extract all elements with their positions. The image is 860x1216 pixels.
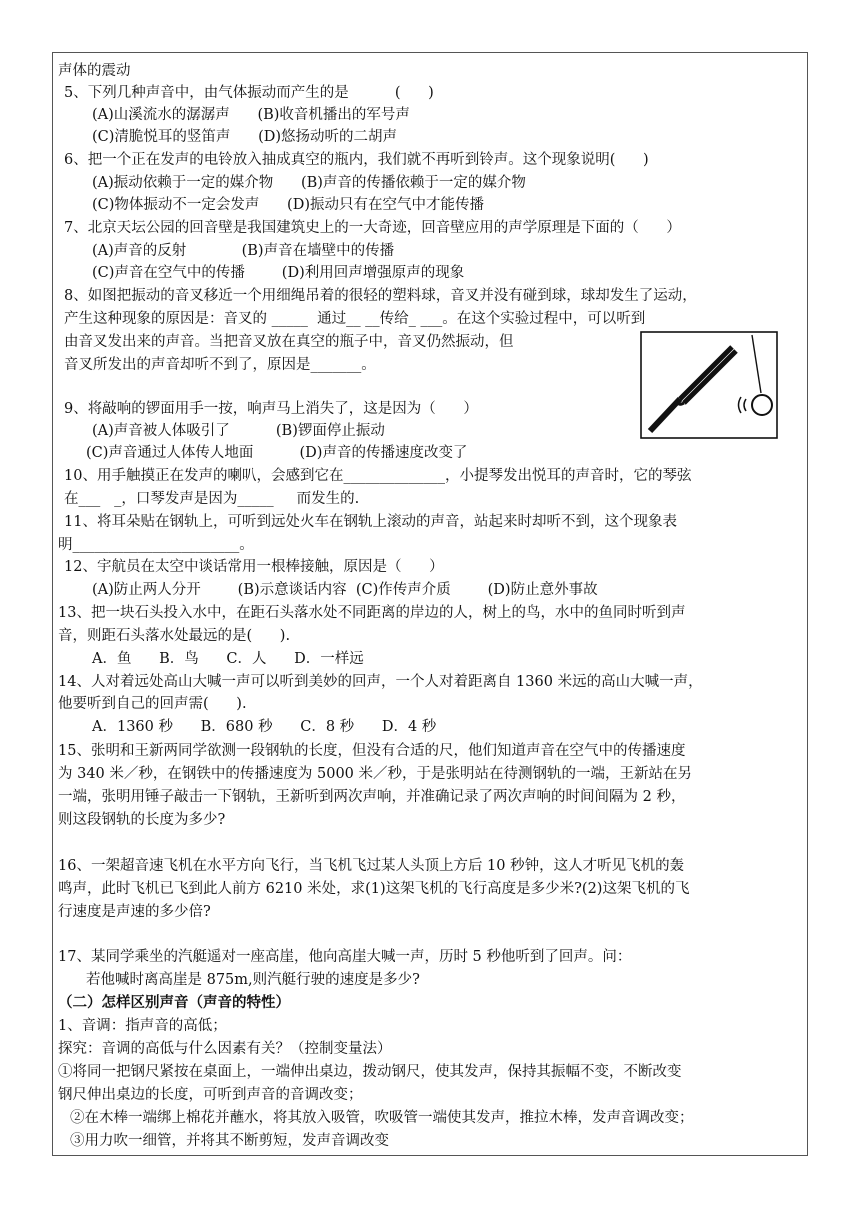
pitch-definition: 1、音调：指声音的高低； — [58, 1018, 227, 1034]
question-8: 8、如图把振动的音叉移近一个用细绳吊着的很轻的塑料球，音叉并没有碰到球，球却发生了运动， — [64, 288, 697, 304]
question-12: 12、宇航员在太空中谈话常用一根棒接触，原因是（ ） — [64, 559, 444, 575]
question-9: 9、将敲响的锣面用手一按，响声马上消失了，这是因为（ ） — [64, 401, 478, 417]
option-line: (A)声音的反射 (B)声音在墙壁中的传播 — [92, 243, 395, 259]
experiment-1: ①将同一把钢尺紧按在桌面上，一端伸出桌边，拨动钢尺，使其发声，保持其振幅不变，不断改变 — [58, 1064, 682, 1080]
question-8-line: 音叉所发出的声音却听不到了，原因是_______。 — [64, 357, 376, 373]
experiment-1-line: 钢尺伸出桌边的长度，可听到声音的音调改变； — [58, 1087, 363, 1103]
question-11-line: 明_______________________。 — [58, 537, 254, 553]
experiment-2: ②在木棒一端绑上棉花并蘸水，将其放入吸管，吹吸管一端使其发声，推拉木棒，发声音调改变； — [70, 1110, 694, 1126]
option-line: (C)声音在空气中的传播 (D)利用回声增强原声的现象 — [92, 265, 465, 281]
question-16-line: 鸣声，此时飞机已飞到此人前方 6210 米处，求(1)这架飞机的飞行高度是多少米?(2)这架飞机的飞 — [58, 881, 690, 897]
option-line: (A)防止两人分开 (B)示意谈话内容 (C)作传声介质 (D)防止意外事故 — [92, 582, 598, 598]
question-14-line: 他要听到自己的回声需( ). — [58, 696, 247, 712]
option-line: (A)声音被人体吸引了 (B)锣面停止振动 — [92, 423, 385, 439]
option-line: (C)声音通过人体传人地面 (D)声音的传播速度改变了 — [86, 445, 468, 461]
question-15-line: 一端，张明用锤子敲击一下钢轨，王新听到两次声响，并准确记录了两次声响的时间间隔为 2 秒， — [58, 789, 686, 805]
option-line: A．1360 秒 B．680 秒 C．8 秒 D．4 秒 — [92, 719, 437, 735]
question-15-line: 为 340 米／秒，在钢铁中的传播速度为 5000 米／秒，于是张明站在待测钢轨的一端，王新站在另 — [58, 766, 693, 782]
option-line: (A)振动依赖于一定的媒介物 (B)声音的传播依赖于一定的媒介物 — [92, 175, 526, 191]
option-line: A．鱼 B．鸟 C．人 D．一样远 — [92, 651, 364, 667]
question-16-line: 行速度是声速的多少倍? — [58, 904, 211, 920]
question-10: 10、用手触摸正在发声的喇叭，会感到它在______________，小提琴发出悦耳的声音时，它的琴弦 — [64, 468, 692, 484]
option-line: (C)清脆悦耳的竖笛声 (D)悠扬动听的二胡声 — [92, 129, 398, 145]
question-10-line: 在___ _，口琴发声是因为_____ 而发生的. — [64, 491, 360, 507]
option-line: (C)物体振动不一定会发声 (D)振动只有在空气中才能传播 — [92, 197, 485, 213]
option-line: (A)山溪流水的潺潺声 (B)收音机播出的军号声 — [92, 107, 410, 123]
question-15-line: 则这段钢轨的长度为多少? — [58, 812, 226, 828]
question-11: 11、将耳朵贴在钢轨上，可听到远处火车在钢轨上滚动的声音，站起来时却听不到，这个现象表 — [64, 514, 677, 530]
question-14: 14、人对着远处高山大喊一声可以听到美妙的回声，一个人对着距离自 1360 米远的高山大喊一声， — [58, 674, 703, 690]
question-15: 15、张明和王新两同学欲测一段钢轨的长度，但没有合适的尺，他们知道声音在空气中的传播速度 — [58, 743, 686, 759]
exploration-heading: 探究：音调的高低与什么因素有关？（控制变量法） — [58, 1041, 392, 1057]
experiment-3: ③用力吹一细管，并将其不断剪短，发声音调改变 — [70, 1133, 389, 1149]
question-16: 16、一架超音速飞机在水平方向飞行，当飞机飞过某人头顶上方后 10 秒钟，这人才听见飞机的轰 — [58, 858, 685, 874]
question-8-line: 产生这种现象的原因是：音叉的 _____ 通过__ __传给_ ___。在这个实验过程中，可以听到 — [64, 311, 646, 327]
question-6: 6、把一个正在发声的电铃放入抽成真空的瓶内，我们就不再听到铃声。这个现象说明( ) — [64, 152, 649, 168]
question-5: 5、下列几种声音中，由气体振动而产生的是 ( ) — [64, 85, 434, 101]
text-line: 声体的震动 — [58, 63, 131, 79]
question-8-line: 由音叉发出来的声音。当把音叉放在真空的瓶子中，音叉仍然振动，但 — [64, 334, 514, 350]
question-17-line: 若他喊时离高崖是 875m,则汽艇行驶的速度是多少? — [86, 972, 420, 988]
question-13: 13、把一块石头投入水中，在距石头落水处不同距离的岸边的人，树上的鸟，水中的鱼同时听到声 — [58, 605, 686, 621]
section-heading: （二）怎样区别声音（声音的特性） — [58, 994, 290, 1011]
tuning-fork-figure — [640, 331, 778, 439]
question-7: 7、北京天坛公园的回音壁是我国建筑史上的一大奇迹，回音壁应用的声学原理是下面的（ ） — [64, 220, 681, 236]
question-13-line: 音，则距石头落水处最远的是( ). — [58, 628, 291, 644]
question-17: 17、某同学乘坐的汽艇遥对一座高崖，他向高崖大喊一声，历时 5 秒他听到了回声。问： — [58, 949, 632, 965]
